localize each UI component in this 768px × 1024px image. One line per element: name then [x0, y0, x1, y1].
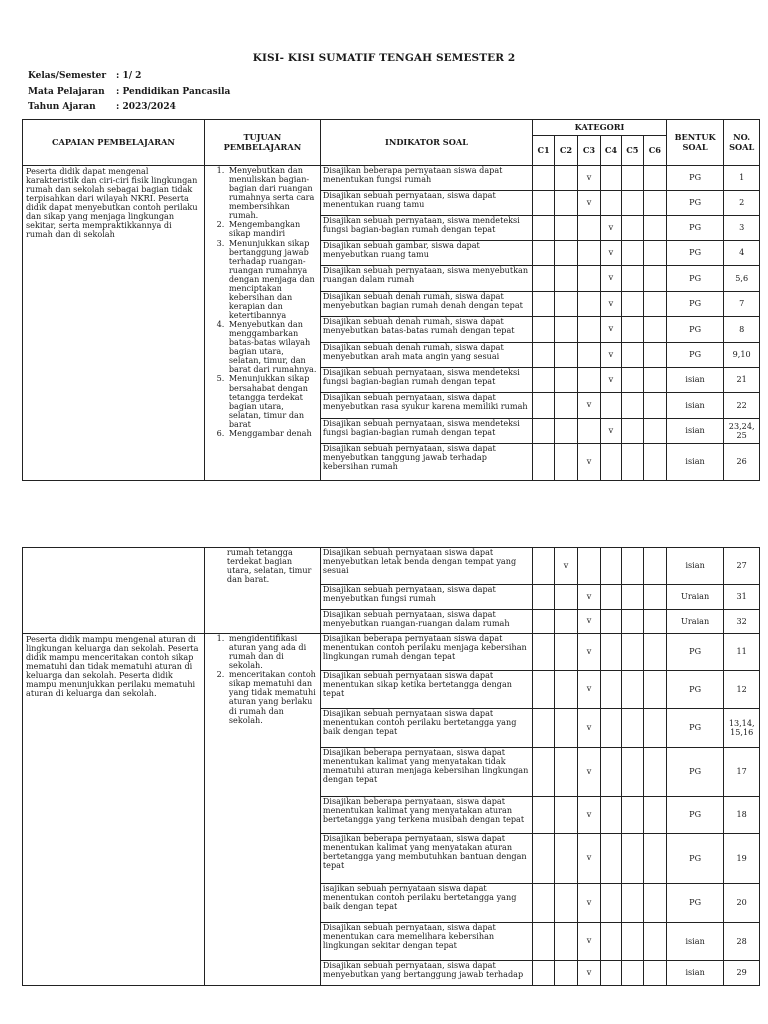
kategori-c1-cell — [533, 368, 555, 393]
meta-value: : 1/ 2 — [116, 71, 142, 81]
no-soal-cell: 4 — [724, 241, 760, 266]
kategori-c6-cell — [643, 419, 666, 444]
kategori-c6-cell — [643, 548, 666, 585]
kategori-c4-cell — [600, 292, 621, 317]
no-soal-cell: 12 — [724, 671, 760, 709]
indikator-cell: Disajikan sebuah pernyataan, siswa dapat menentukan ruang tamu — [320, 191, 532, 216]
kategori-c6-cell — [643, 671, 666, 709]
kategori-c2-cell — [555, 797, 578, 834]
kategori-c6-cell — [643, 241, 666, 266]
kategori-c2-cell — [555, 748, 578, 797]
indikator-cell: Disajikan sebuah pernyataan, siswa dapat menyebutkan tanggung jawab terhadap kebersihan rumah — [320, 444, 532, 481]
no-soal-cell: 11 — [724, 634, 760, 671]
kategori-c1-cell — [533, 166, 555, 191]
no-soal-cell: 17 — [724, 748, 760, 797]
no-soal-cell: 29 — [724, 961, 760, 986]
indikator-cell: Disajikan sebuah pernyataan, siswa mendeteksi fungsi bagian-bagian rumah dengan tepat — [320, 368, 532, 393]
kategori-c4-cell — [601, 585, 622, 610]
kisi-kisi-table-1 — [22, 119, 760, 481]
indikator-cell: Disajikan sebuah pernyataan, siswa mendeteksi fungsi bagian-bagian rumah dengan tepat — [320, 419, 532, 444]
kategori-c5-cell — [621, 266, 643, 292]
kategori-c2-cell — [555, 317, 578, 343]
header-cp: CAPAIAN PEMBELAJARAN — [23, 120, 205, 166]
kategori-c2-cell — [555, 834, 578, 884]
kategori-c2-cell — [555, 368, 578, 393]
tujuan-pembelajaran-cell — [204, 634, 320, 986]
indikator-cell: Disajikan sebuah pernyataan siswa dapat menentukan sikap ketika bertetangga dengan tepat — [320, 671, 532, 709]
kategori-c2-cell — [555, 241, 578, 266]
bentuk-soal-cell: isian — [666, 444, 723, 481]
kategori-c4-cell — [600, 419, 621, 444]
header-level: C5 — [621, 136, 643, 166]
check-mark: v — [608, 349, 614, 359]
kategori-c1-cell — [533, 923, 555, 961]
kategori-c5-cell — [621, 671, 643, 709]
kategori-c2-cell — [555, 671, 578, 709]
kategori-c1-cell — [533, 884, 555, 923]
kategori-c1-cell — [533, 961, 555, 986]
kategori-c2-cell — [555, 444, 578, 481]
kategori-c1-cell — [533, 191, 555, 216]
header-level: C2 — [555, 136, 578, 166]
tujuan-item: 4. Menyebutkan dan menggambarkan batas-batas wilayah bagian utara, selatan, timur, dan barat dari rumahnya. — [227, 320, 317, 374]
kategori-c5-cell — [621, 191, 643, 216]
kategori-c3-cell — [578, 709, 601, 748]
kategori-c4-cell — [601, 709, 622, 748]
kategori-c3-cell — [578, 548, 601, 585]
check-mark: v — [586, 722, 592, 732]
bentuk-soal-cell: PG — [666, 634, 723, 671]
no-soal-cell: 23,24, 25 — [724, 419, 760, 444]
no-soal-cell: 27 — [724, 548, 760, 585]
meta-label: Tahun Ajaran — [28, 102, 96, 112]
check-mark: v — [586, 172, 592, 182]
no-soal-cell: 8 — [724, 317, 760, 343]
meta-row-kelas — [28, 71, 141, 81]
header-bentuk: BENTUK SOAL — [666, 120, 723, 166]
check-mark: v — [586, 684, 592, 694]
kategori-c1-cell — [533, 634, 555, 671]
bentuk-soal-cell: PG — [666, 191, 723, 216]
tujuan-list — [208, 634, 317, 725]
kategori-c2-cell — [555, 393, 578, 419]
indikator-cell: Disajikan beberapa pernyataan siswa dapat menentukan contoh perilaku menjaga kebersihan lingkungan rumah dengan tepat — [320, 634, 532, 671]
no-soal-cell: 20 — [724, 884, 760, 923]
kategori-c4-cell — [601, 834, 622, 884]
kategori-c6-cell — [643, 610, 666, 634]
kategori-c2-cell — [555, 585, 578, 610]
kategori-c6-cell — [643, 393, 666, 419]
kategori-c4-cell — [600, 216, 621, 241]
no-soal-cell: 1 — [724, 166, 760, 191]
indikator-cell: Disajikan sebuah pernyataan, siswa dapat menyebutkan rasa syukur karena memiliki rumah — [320, 393, 532, 419]
bentuk-soal-cell: PG — [666, 241, 723, 266]
header-indikator: INDIKATOR SOAL — [320, 120, 532, 166]
bentuk-soal-cell: PG — [666, 748, 723, 797]
kategori-c5-cell — [621, 634, 643, 671]
kategori-c6-cell — [643, 961, 666, 986]
no-soal-cell: 19 — [724, 834, 760, 884]
indikator-cell: Disajikan sebuah pernyataan siswa dapat menyebutkan letak benda dengan tempat yang sesuai — [320, 548, 532, 585]
kategori-c6-cell — [643, 923, 666, 961]
indikator-cell: Disajikan sebuah pernyataan, siswa menyebutkan ruangan dalam rumah — [320, 266, 532, 292]
kategori-c4-cell — [600, 393, 621, 419]
check-mark: v — [586, 897, 592, 907]
capaian-pembelajaran-cell — [23, 548, 205, 634]
kategori-c3-cell — [578, 748, 601, 797]
check-mark: v — [586, 400, 592, 410]
kategori-c5-cell — [621, 343, 643, 368]
no-soal-cell: 5,6 — [724, 266, 760, 292]
check-mark: v — [586, 809, 592, 819]
capaian-pembelajaran-cell: Peserta didik dapat mengenal karakteristik dan ciri-ciri fisik lingkungan rumah dan sekolah sebagai bagian tidak terpisahkan dari wilayah NKRI. Peserta didik dapat menyebutkan contoh perilaku dan sikap yang menjaga lingkungan sekitar, serta mempraktikkannya di rumah dan di sekolah — [23, 166, 205, 481]
check-mark: v — [608, 298, 614, 308]
kategori-c5-cell — [621, 216, 643, 241]
bentuk-soal-cell: PG — [666, 884, 723, 923]
bentuk-soal-cell: PG — [666, 797, 723, 834]
kategori-c3-cell — [578, 292, 601, 317]
kategori-c2-cell — [555, 343, 578, 368]
kategori-c1-cell — [533, 548, 555, 585]
kategori-c6-cell — [643, 834, 666, 884]
indikator-cell: Disajikan sebuah denah rumah, siswa dapat menyebutkan bagian rumah denah dengan tepat — [320, 292, 532, 317]
kategori-c5-cell — [621, 317, 643, 343]
header-level: C6 — [643, 136, 666, 166]
kategori-c4-cell — [601, 961, 622, 986]
kategori-c3-cell — [578, 797, 601, 834]
check-mark: v — [586, 197, 592, 207]
header-no: NO. SOAL — [724, 120, 760, 166]
kategori-c3-cell — [578, 266, 601, 292]
kategori-c5-cell — [621, 884, 643, 923]
kategori-c6-cell — [643, 585, 666, 610]
document-title: KISI- KISI SUMATIF TENGAH SEMESTER 2 — [252, 52, 516, 64]
kategori-c3-cell — [578, 923, 601, 961]
tujuan-item: 3. Menunjukkan sikap bertanggung jawab terhadap ruangan-ruangan rumahnya dengan menjaga dan menciptakan kebersihan dan kerapian dan ketertibannya — [227, 239, 317, 321]
check-mark: v — [608, 324, 614, 334]
header-level: C3 — [578, 136, 601, 166]
kategori-c6-cell — [643, 748, 666, 797]
kategori-c3-cell — [578, 393, 601, 419]
meta-value: : 2023/2024 — [116, 102, 176, 112]
kategori-c4-cell — [600, 444, 621, 481]
bentuk-soal-cell: isian — [666, 368, 723, 393]
meta-value: : Pendidikan Pancasila — [116, 87, 231, 97]
kategori-c1-cell — [533, 419, 555, 444]
kategori-c1-cell — [533, 292, 555, 317]
bentuk-soal-cell: PG — [666, 292, 723, 317]
kategori-c3-cell — [578, 634, 601, 671]
kategori-c5-cell — [621, 419, 643, 444]
table-row — [23, 166, 760, 191]
check-mark: v — [586, 646, 592, 656]
kategori-c4-cell — [601, 797, 622, 834]
kategori-c4-cell — [600, 266, 621, 292]
kategori-c5-cell — [621, 923, 643, 961]
meta-label: Mata Pelajaran — [28, 87, 105, 97]
kategori-c6-cell — [643, 709, 666, 748]
kategori-c5-cell — [621, 610, 643, 634]
kategori-c1-cell — [533, 444, 555, 481]
kategori-c2-cell — [555, 292, 578, 317]
tujuan-list — [208, 166, 317, 438]
indikator-cell: Disajikan sebuah pernyataan, siswa dapat menyebutkan fungsi rumah — [320, 585, 532, 610]
kategori-c4-cell — [601, 884, 622, 923]
bentuk-soal-cell: PG — [666, 709, 723, 748]
meta-row-tahun — [28, 102, 176, 112]
kategori-c3-cell — [578, 317, 601, 343]
table-row — [23, 548, 760, 585]
kategori-c4-cell — [600, 191, 621, 216]
kategori-c5-cell — [621, 393, 643, 419]
bentuk-soal-cell: isian — [666, 393, 723, 419]
kategori-c1-cell — [533, 216, 555, 241]
header-level: C1 — [533, 136, 555, 166]
kategori-c3-cell — [578, 610, 601, 634]
no-soal-cell: 22 — [724, 393, 760, 419]
no-soal-cell: 32 — [724, 610, 760, 634]
no-soal-cell: 7 — [724, 292, 760, 317]
kategori-c5-cell — [621, 585, 643, 610]
kategori-c5-cell — [621, 961, 643, 986]
bentuk-soal-cell: isian — [666, 961, 723, 986]
kategori-c1-cell — [533, 834, 555, 884]
indikator-cell: Disajikan sebuah pernyataan siswa dapat menentukan contoh perilaku bertetangga yang baik dengan tepat — [320, 709, 532, 748]
check-mark: v — [608, 374, 614, 384]
kategori-c4-cell — [600, 241, 621, 266]
kategori-c2-cell — [555, 961, 578, 986]
no-soal-cell: 21 — [724, 368, 760, 393]
kategori-c6-cell — [643, 343, 666, 368]
no-soal-cell: 26 — [724, 444, 760, 481]
check-mark: v — [608, 273, 614, 283]
bentuk-soal-cell: PG — [666, 671, 723, 709]
kategori-c1-cell — [533, 266, 555, 292]
kategori-c2-cell — [555, 610, 578, 634]
check-mark: v — [586, 967, 592, 977]
check-mark: v — [586, 936, 592, 946]
kategori-c6-cell — [643, 444, 666, 481]
kategori-c5-cell — [621, 292, 643, 317]
kategori-c6-cell — [643, 292, 666, 317]
kategori-c5-cell — [621, 834, 643, 884]
tujuan-item: 1. mengidentifikasi aturan yang ada di rumah dan di sekolah. — [227, 634, 317, 670]
kategori-c2-cell — [555, 923, 578, 961]
check-mark: v — [586, 766, 592, 776]
check-mark: v — [586, 456, 592, 466]
bentuk-soal-cell: isian — [666, 419, 723, 444]
check-mark: v — [563, 560, 569, 570]
kategori-c6-cell — [643, 634, 666, 671]
kategori-c6-cell — [643, 266, 666, 292]
check-mark: v — [608, 425, 614, 435]
bentuk-soal-cell: PG — [666, 166, 723, 191]
kategori-c6-cell — [643, 317, 666, 343]
kategori-c6-cell — [643, 884, 666, 923]
kategori-c5-cell — [621, 797, 643, 834]
header-level: C4 — [600, 136, 621, 166]
indikator-cell: Disajikan beberapa pernyataan siswa dapat menentukan fungsi rumah — [320, 166, 532, 191]
kategori-c1-cell — [533, 709, 555, 748]
indikator-cell: Disajikan beberapa pernyataan, siswa dapat menentukan kalimat yang menyatakan aturan bertetangga yang membutuhkan bantuan dengan tepat — [320, 834, 532, 884]
kategori-c6-cell — [643, 368, 666, 393]
kategori-c3-cell — [578, 444, 601, 481]
tujuan-continued: rumah tetangga terdekat bagian utara, selatan, timur dan barat. — [226, 547, 312, 585]
kategori-c4-cell — [601, 923, 622, 961]
indikator-cell: Disajikan beberapa pernyataan, siswa dapat menentukan kalimat yang menyatakan aturan bertetangga yang terkena musibah dengan tepat — [320, 797, 532, 834]
kategori-c2-cell — [555, 266, 578, 292]
header-kategori: KATEGORI — [533, 120, 667, 136]
kategori-c2-cell — [555, 166, 578, 191]
table-row — [23, 634, 760, 671]
kategori-c1-cell — [533, 748, 555, 797]
indikator-cell: Disajikan sebuah pernyataan, siswa mendeteksi fungsi bagian-bagian rumah dengan tepat — [320, 216, 532, 241]
no-soal-cell: 9,10 — [724, 343, 760, 368]
check-mark: v — [586, 591, 592, 601]
no-soal-cell: 2 — [724, 191, 760, 216]
kategori-c4-cell — [601, 610, 622, 634]
kategori-c1-cell — [533, 797, 555, 834]
bentuk-soal-cell: PG — [666, 343, 723, 368]
kategori-c5-cell — [621, 548, 643, 585]
kategori-c2-cell — [555, 884, 578, 923]
kategori-c3-cell — [578, 671, 601, 709]
kategori-c3-cell — [578, 191, 601, 216]
no-soal-cell: 3 — [724, 216, 760, 241]
kategori-c2-cell — [555, 634, 578, 671]
kategori-c1-cell — [533, 393, 555, 419]
kategori-c4-cell — [600, 166, 621, 191]
kategori-c2-cell — [555, 419, 578, 444]
kategori-c3-cell — [578, 241, 601, 266]
kategori-c3-cell — [578, 216, 601, 241]
kategori-c1-cell — [533, 317, 555, 343]
indikator-cell: Disajikan sebuah gambar, siswa dapat menyebutkan ruang tamu — [320, 241, 532, 266]
indikator-cell: Disajikan sebuah pernyataan, siswa dapat menyebutkan yang bertanggung jawab terhadap — [320, 961, 532, 986]
kategori-c4-cell — [601, 634, 622, 671]
kategori-c2-cell — [555, 216, 578, 241]
no-soal-cell: 13,14, 15,16 — [724, 709, 760, 748]
bentuk-soal-cell: PG — [666, 834, 723, 884]
kategori-c1-cell — [533, 671, 555, 709]
kategori-c3-cell — [578, 585, 601, 610]
meta-row-mapel — [28, 87, 230, 97]
kategori-c1-cell — [533, 343, 555, 368]
kategori-c1-cell — [533, 241, 555, 266]
kategori-c5-cell — [621, 748, 643, 797]
bentuk-soal-cell: Uraian — [666, 610, 723, 634]
no-soal-cell: 18 — [724, 797, 760, 834]
kategori-c3-cell — [578, 166, 601, 191]
bentuk-soal-cell: Uraian — [666, 585, 723, 610]
tujuan-pembelajaran-cell — [204, 166, 320, 481]
kategori-c2-cell — [555, 548, 578, 585]
tujuan-item: 2. menceritakan contoh sikap mematuhi dan yang tidak mematuhi aturan yang berlaku di rumah dan sekolah. — [227, 670, 317, 724]
kategori-c4-cell — [601, 748, 622, 797]
capaian-pembelajaran-cell: Peserta didik mampu mengenal aturan di lingkungan keluarga dan sekolah. Peserta didik mampu menceritakan contoh sikap mematuhi dan tidak mematuhi aturan di keluarga dan sekolah. Peserta didik mampu menunjukkan perilaku mematuhi aturan di keluarga dan sekolah. — [23, 634, 205, 986]
kategori-c2-cell — [555, 191, 578, 216]
tujuan-item: 5. Menunjukkan sikap bersahabat dengan tetangga terdekat bagian utara, selatan, timur dan barat — [227, 374, 317, 428]
check-mark: v — [586, 616, 592, 626]
no-soal-cell: 31 — [724, 585, 760, 610]
kategori-c2-cell — [555, 709, 578, 748]
tujuan-item: 6. Menggambar denah — [227, 429, 317, 438]
bentuk-soal-cell: PG — [666, 266, 723, 292]
indikator-cell: Disajikan sebuah denah rumah, siswa dapat menyebutkan arah mata angin yang sesuai — [320, 343, 532, 368]
kategori-c3-cell — [578, 884, 601, 923]
kategori-c5-cell — [621, 709, 643, 748]
kategori-c6-cell — [643, 166, 666, 191]
kategori-c4-cell — [601, 671, 622, 709]
kategori-c1-cell — [533, 610, 555, 634]
kategori-c4-cell — [600, 317, 621, 343]
indikator-cell: Disajikan sebuah denah rumah, siswa dapat menyebutkan batas-batas rumah dengan tepat — [320, 317, 532, 343]
kategori-c3-cell — [578, 343, 601, 368]
kategori-c6-cell — [643, 191, 666, 216]
check-mark: v — [608, 222, 614, 232]
kategori-c3-cell — [578, 961, 601, 986]
check-mark: v — [608, 247, 614, 257]
kisi-kisi-table-2 — [22, 547, 760, 986]
kategori-c3-cell — [578, 368, 601, 393]
bentuk-soal-cell: isian — [666, 923, 723, 961]
no-soal-cell: 28 — [724, 923, 760, 961]
kategori-c3-cell — [578, 834, 601, 884]
kategori-c5-cell — [621, 444, 643, 481]
kategori-c6-cell — [643, 797, 666, 834]
kategori-c5-cell — [621, 241, 643, 266]
bentuk-soal-cell: PG — [666, 317, 723, 343]
kategori-c3-cell — [578, 419, 601, 444]
kategori-c5-cell — [621, 166, 643, 191]
header-tp: TUJUAN PEMBELAJARAN — [204, 120, 320, 166]
bentuk-soal-cell: isian — [666, 548, 723, 585]
kategori-c6-cell — [643, 216, 666, 241]
kategori-c1-cell — [533, 585, 555, 610]
kategori-c4-cell — [600, 368, 621, 393]
check-mark: v — [586, 853, 592, 863]
tujuan-pembelajaran-cell — [204, 548, 320, 634]
indikator-cell: Disajikan beberapa pernyataan, siswa dapat menentukan kalimat yang menyatakan tidak mematuhi aturan menjaga kebersihan lingkungan dengan tepat — [320, 748, 532, 797]
indikator-cell: isajikan sebuah pernyataan siswa dapat menentukan contoh perilaku bertetangga yang baik dengan tepat — [320, 884, 532, 923]
bentuk-soal-cell: PG — [666, 216, 723, 241]
indikator-cell: Disajikan sebuah pernyataan, siswa dapat menyebutkan ruangan-ruangan dalam rumah — [320, 610, 532, 634]
kategori-c4-cell — [600, 343, 621, 368]
kategori-c4-cell — [601, 548, 622, 585]
tujuan-item: 2. Mengembangkan sikap mandiri — [227, 220, 317, 238]
meta-label: Kelas/Semester — [28, 71, 107, 81]
tujuan-item: 1. Menyebutkan dan menuliskan bagian-bagian dari ruangan rumahnya serta cara membersihkan rumah. — [227, 166, 317, 220]
kategori-c5-cell — [621, 368, 643, 393]
indikator-cell: Disajikan sebuah pernyataan, siswa dapat menentukan cara memelihara kebersihan lingkungan sekitar dengan tepat — [320, 923, 532, 961]
